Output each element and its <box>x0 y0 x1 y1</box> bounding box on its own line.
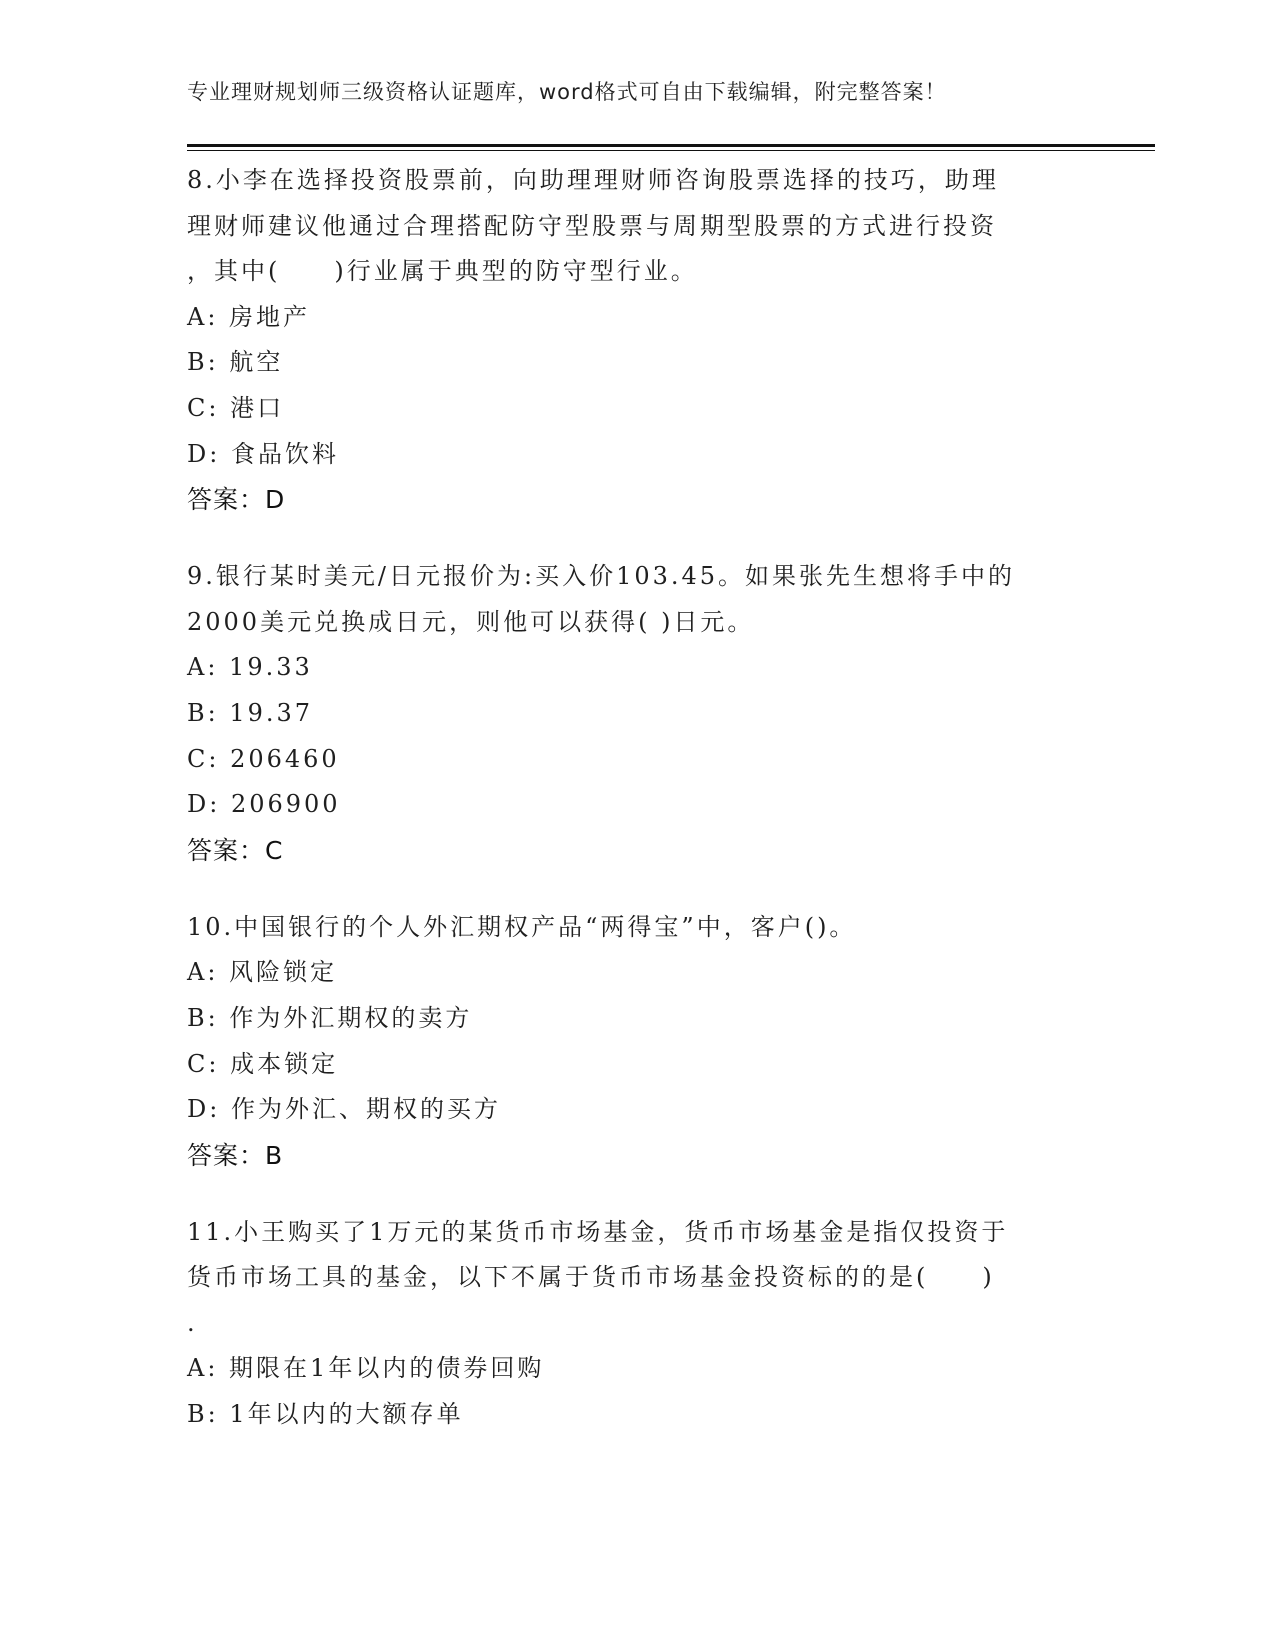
question-list <box>187 158 1087 1470</box>
question-stem-line: ，其中( )行业属于典型的防守型行业。 <box>187 257 698 286</box>
answer-line: 答案：C <box>187 835 284 865</box>
option-a: A: 19.33 <box>187 653 313 682</box>
option-d: D: 作为外汇、期权的买方 <box>187 1095 501 1124</box>
option-a: A: 风险锁定 <box>187 958 338 987</box>
answer-line: 答案：B <box>187 1140 284 1170</box>
option-b: B: 作为外汇期权的卖方 <box>187 1003 473 1032</box>
page-header: 专业理财规划师三级资格认证题库，word格式可自由下载编辑，附完整答案！ <box>187 80 947 104</box>
option-c: C: 206460 <box>187 744 340 773</box>
question-item <box>187 158 1087 522</box>
option-b: B: 航空 <box>187 348 284 377</box>
question-stem-line: . <box>187 1308 198 1337</box>
header-rule-thin <box>187 150 1155 151</box>
question-stem-line: 11.小王购买了1万元的某货币市场基金，货币市场基金是指仅投资于 <box>187 1217 1009 1246</box>
question-stem-line: 10.中国银行的个人外汇期权产品“两得宝”中，客户()。 <box>187 912 857 941</box>
question-stem-line: 9.银行某时美元/日元报价为:买入价103.45。如果张先生想将手中的 <box>187 562 1016 591</box>
option-a: A: 房地产 <box>187 302 311 331</box>
option-b: B: 19.37 <box>187 698 314 727</box>
option-d: D: 206900 <box>187 790 341 819</box>
answer-line: 答案：D <box>187 485 286 515</box>
option-b: B: 1年以内的大额存单 <box>187 1400 464 1429</box>
question-item <box>187 905 1087 1178</box>
question-stem-line: 8.小李在选择投资股票前，向助理理财师咨询股票选择的技巧，助理 <box>187 166 999 194</box>
option-a: A: 期限在1年以内的债券回购 <box>187 1354 545 1383</box>
option-d: D: 食品饮料 <box>187 439 339 468</box>
question-stem-line: 理财师建议他通过合理搭配防守型股票与周期型股票的方式进行投资 <box>187 211 997 240</box>
question-stem-line: 货币市场工具的基金，以下不属于货币市场基金投资标的的是( ) <box>187 1263 995 1292</box>
option-c: C: 成本锁定 <box>187 1049 339 1078</box>
question-item <box>187 554 1087 873</box>
question-item <box>187 1210 1087 1438</box>
header-rule-thick <box>187 144 1155 147</box>
option-c: C: 港口 <box>187 393 285 422</box>
question-stem-line: 2000美元兑换成日元，则他可以获得( )日元。 <box>187 607 755 636</box>
